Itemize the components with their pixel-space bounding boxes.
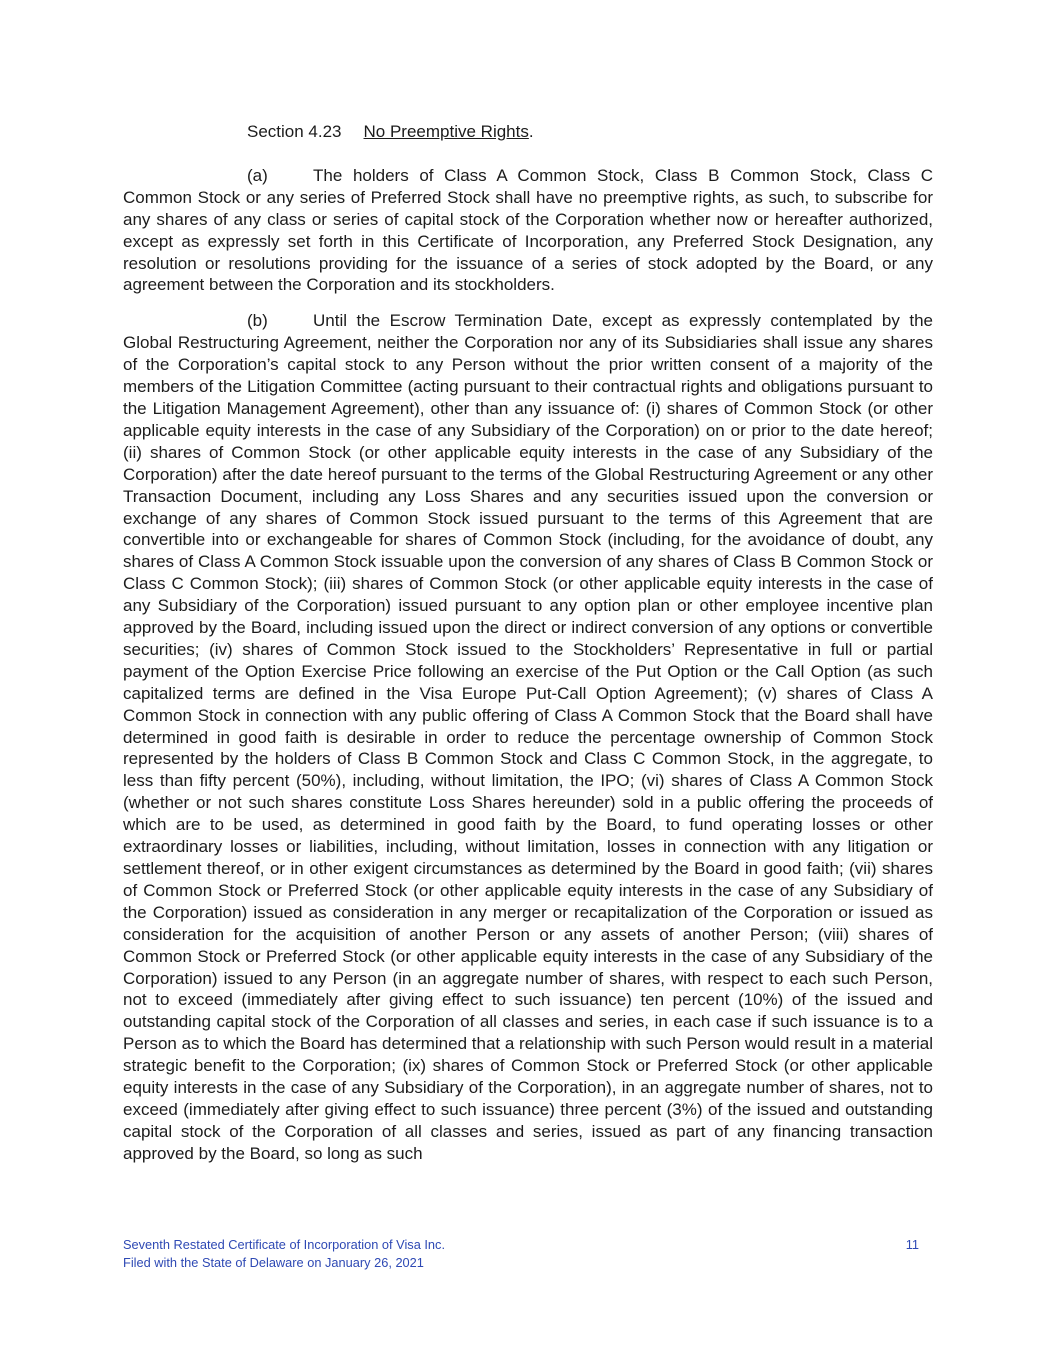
paragraph-b-text: Until the Escrow Termination Date, except as expressly contemplated by the Global Restructuring Agreement, neither the Corporation nor any of its Subsidiaries shall issue any shares of the Corporation’s capital stock to any Person without the prior written consent of a majority of the members of the Litigation Committee (acting pursuant to their contractual rights and obligations pursuant to the Litigation Management Agreement), other than any issuance of: (i) shares of Common Stock (or other applicable equity interests in the case of any Subsidiary of the Corporation) on or prior to the date hereof; (ii) shares of Common Stock (or other applicable equity interests in the case of any Subsidiary of the Corporation) after the date hereof pursuant to the terms of the Global Restructuring Agreement or any other Transaction Document, including any Loss Shares and any securities issued upon the conversion or exchange of any shares of Common Stock issued pursuant to the terms of this Agreement that are convertible into or exchangeable for shares of Common Stock (including, for the avoidance of doubt, any shares of Class A Common Stock issuable upon the conversion of any shares of Class B Common Stock or Class C Common Stock); (iii) shares of Common Stock (or other applicable equity interests in the case of any Subsidiary of the Corporation) issued pursuant to any option plan or other employee incentive plan approved by the Board, including issued upon the direct or indirect conversion of any options or convertible securities; (iv) shares of Common Stock issued to the Stockholders’ Representative in full or partial payment of the Option Exercise Price following an exercise of the Put Option or the Call Option (as such capitalized terms are defined in the Visa Europe Put-Call Option Agreement); (v) shares of Class A Common Stock in connection with any public offering of Class A Common Stock that the Board shall have determined in good faith is desirable in order to reduce the percentage ownership of Common Stock represented by the holders of Class B Common Stock and Class C Common Stock, in the aggregate, to less than fifty percent (50%), including, without limitation, the IPO; (vi) shares of Class A Common Stock (whether or not such shares constitute Loss Shares hereunder) sold in a public offering the proceeds of which are to be used, as determined in good faith by the Board, to fund operating losses or other extraordinary losses or liabilities, including, without limitation, losses in connection with any litigation or settlement thereof, or in other exigent circumstances as determined by the Board in good faith; (vii) shares of Common Stock or Preferred Stock (or other applicable equity interests in the case of any Subsidiary of the Corporation) issued as consideration in any merger or recapitalization of the Corporation or issued as consideration for the acquisition of another Person or any assets of another Person; (viii) shares of Common Stock or Preferred Stock (or other applicable equity interests in the case of any Subsidiary of the Corporation) issued to any Person (in an aggregate number of shares, with respect to each such Person, not to exceed (immediately after giving effect to such issuance) ten percent (10%) of the issued and outstanding capital stock of the Corporation of all classes and series, in each case if such issuance is to a Person as to which the Board has determined that a relationship with such Person would result in a material strategic benefit to the Corporation; (ix) shares of Common Stock or Preferred Stock (or other applicable equity interests in the case of any Subsidiary of the Corporation), in an aggregate number of shares, not to exceed (immediately after giving effect to such issuance) three percent (3%) of the issued and outstanding capital stock of the Corporation of all classes and series, issued as part of any financing transaction approved by the Board, so long as such <box>123 311 933 1163</box>
paragraph-a-text: The holders of Class A Common Stock, Class B Common Stock, Class C Common Stock or any series of Preferred Stock shall have no preemptive rights, as such, to subscribe for any shares of any class or series of capital stock of the Corporation whether now or hereafter authorized, except as expressly set forth in this Certificate of Incorporation, any Preferred Stock Designation, any resolution or resolutions providing for the issuance of a series of stock adopted by the Board, or any agreement between the Corporation and its stockholders. <box>123 165 933 295</box>
page-number: 11 <box>905 1237 919 1252</box>
paragraph-b <box>123 310 933 1164</box>
page-footer <box>123 1236 919 1271</box>
section-heading <box>123 121 933 143</box>
section-title-period: . <box>528 122 534 141</box>
paragraph-b-label: (b) <box>247 311 268 331</box>
paragraph-a <box>123 165 933 296</box>
footer-filing-info: Filed with the State of Delaware on January 26, 2021 <box>123 1254 424 1270</box>
footer-text-block <box>123 1236 445 1271</box>
footer-document-title: Seventh Restated Certificate of Incorporation of Visa Inc. <box>123 1237 445 1252</box>
section-title: No Preemptive Rights <box>363 122 529 141</box>
paragraph-a-label: (a) <box>247 165 268 185</box>
document-body <box>123 121 933 1165</box>
section-number: Section 4.23 <box>247 122 342 141</box>
